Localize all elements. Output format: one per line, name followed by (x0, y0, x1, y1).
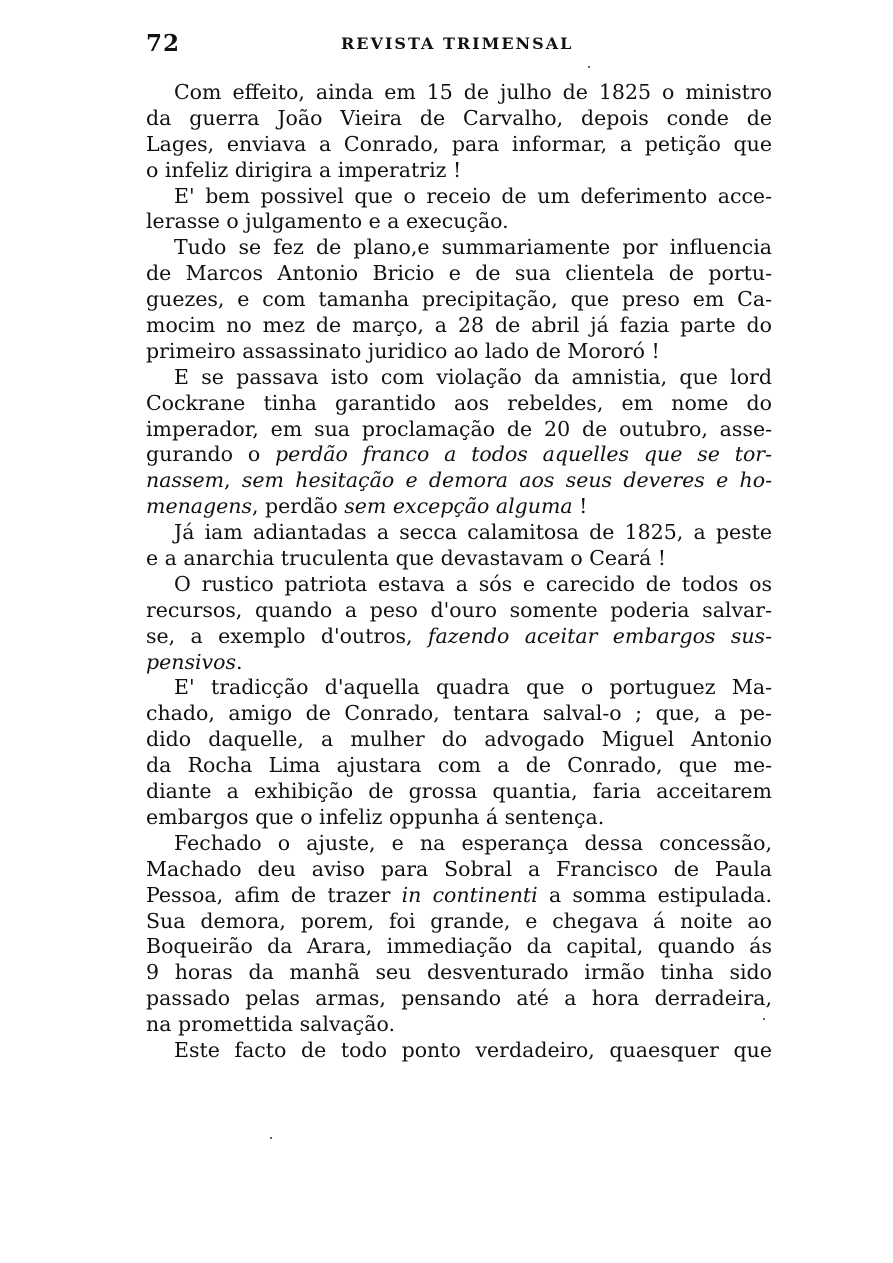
text-segment: chado, amigo de Conrado, tentara salval-o ; que, a pe- (146, 701, 772, 726)
text-segment: diante a exhibição de grossa quantia, faria acceitarem (146, 779, 772, 804)
text-segment: Lages, enviava a Conrado, para informar, a petição que (146, 131, 772, 156)
text-segment: Machado deu aviso para Sobral a Francisco de Paula (146, 856, 772, 881)
text-segment: imperador, em sua proclamação de 20 de outubro, asse- (146, 416, 772, 441)
text-line (146, 520, 772, 546)
text-segment: da guerra João Vieira de Carvalho, depois conde de (146, 105, 772, 130)
text-line (146, 572, 772, 598)
text-segment: gurando o (146, 442, 276, 467)
text-segment: guezes, e com tamanha precipitação, que preso em Ca- (146, 287, 772, 312)
text-line (146, 365, 772, 391)
text-line (146, 546, 772, 572)
text-line (146, 883, 772, 909)
text-line (146, 468, 772, 494)
text-line (146, 391, 772, 417)
text-line (146, 650, 772, 676)
running-title: REVISTA TRIMENSAL (341, 34, 574, 53)
text-line (146, 831, 772, 857)
text-segment: , (224, 468, 242, 493)
text-segment: Boqueirão da Arara, immediação da capital, quando ás (146, 934, 772, 959)
text-line (146, 313, 772, 339)
text-segment: Tudo se fez de plano,e summariamente por influencia (174, 235, 772, 260)
text-line (146, 184, 772, 210)
italic-text-segment: sem excepção alguma (344, 494, 573, 519)
text-segment: e a anarchia truculenta que devastavam o Ceará ! (146, 546, 667, 571)
text-segment: Com effeito, ainda em 15 de julho de 1825 o ministro (174, 80, 772, 104)
text-line (146, 339, 772, 365)
italic-text-segment: fazendo aceitar embargos sus- (427, 623, 772, 648)
text-segment: a somma estipulada. (537, 882, 772, 907)
text-segment: lerasse o julgamento e a execução. (146, 209, 509, 234)
text-line (146, 132, 772, 158)
text-segment: E se passava isto com violação da amnistia, que lord (174, 364, 772, 389)
text-line (146, 1038, 772, 1064)
text-segment: passado pelas armas, pensando até a hora derradeira, (146, 986, 772, 1011)
text-line (146, 442, 772, 468)
italic-text-segment: menagens (146, 494, 252, 519)
text-line (146, 624, 772, 650)
print-speck (763, 1018, 765, 1020)
text-line (146, 909, 772, 935)
page-header (146, 30, 771, 60)
text-line (146, 598, 772, 624)
text-segment: primeiro assassinato juridico ao lado de Mororó ! (146, 338, 660, 363)
italic-text-segment: nassem (146, 468, 225, 493)
italic-text-segment: sem hesitação e demora aos seus deveres e ho- (241, 468, 772, 493)
text-segment: ! (572, 494, 588, 519)
text-segment: 9 horas da manhã seu desventurado irmão tinha sido (146, 960, 772, 985)
page-number: 72 (146, 30, 181, 57)
text-segment: mocim no mez de março, a 28 de abril já fazia parte do (146, 313, 772, 338)
print-speck (588, 66, 590, 68)
text-segment: , perdão (251, 494, 345, 519)
text-segment: Pessoa, afim de trazer (146, 882, 402, 907)
text-segment: na promettida salvação. (146, 1012, 395, 1037)
text-segment: E' tradicção d'aquella quadra que o portuguez Ma- (174, 675, 772, 700)
text-line (146, 857, 772, 883)
text-line (146, 235, 772, 261)
text-line (146, 494, 772, 520)
text-segment: dido daquelle, a mulher do advogado Miguel Antonio (146, 727, 772, 752)
italic-text-segment: perdão franco a todos aquelles que se tor- (275, 442, 772, 467)
text-segment: se, a exemplo d'outros, (146, 623, 428, 648)
text-segment: Sua demora, porem, foi grande, e chegava á noite ao (146, 908, 772, 933)
text-segment: embargos que o infeliz oppunha á sentença. (146, 804, 605, 829)
text-segment: Cockrane tinha garantido aos rebeldes, em nome do (146, 390, 772, 415)
text-line (146, 986, 772, 1012)
text-line (146, 805, 772, 831)
text-segment: E' bem possivel que o receio de um deferimento acce- (174, 183, 772, 208)
text-segment: da Rocha Lima ajustara com a de Conrado, que me- (146, 753, 772, 778)
text-line (146, 701, 772, 727)
text-line (146, 158, 772, 184)
text-segment: recursos, quando a peso d'ouro somente poderia salvar- (146, 597, 772, 622)
print-speck (270, 1137, 272, 1139)
text-line (146, 675, 772, 701)
text-segment: O rustico patriota estava a sós e carecido de todos os (174, 571, 772, 596)
text-line (146, 80, 772, 106)
italic-text-segment: pensivos (146, 649, 236, 674)
text-segment: o infeliz dirigira a imperatriz ! (146, 157, 462, 182)
text-line (146, 287, 772, 313)
text-line (146, 417, 772, 443)
text-segment: de Marcos Antonio Bricio e de sua clientela de portu- (146, 261, 772, 286)
text-line (146, 106, 772, 132)
text-line (146, 934, 772, 960)
text-segment: Este facto de todo ponto verdadeiro, quaesquer que (174, 1037, 772, 1062)
text-line (146, 261, 772, 287)
text-line (146, 753, 772, 779)
text-line (146, 960, 772, 986)
italic-text-segment: in continenti (401, 882, 538, 907)
text-line (146, 209, 772, 235)
body-text (146, 80, 772, 1064)
text-segment: Já iam adiantadas a secca calamitosa de 1825, a peste (174, 520, 772, 545)
text-segment: . (235, 649, 243, 674)
text-segment: Fechado o ajuste, e na esperança dessa concessão, (174, 830, 772, 855)
text-line (146, 1012, 772, 1038)
text-line (146, 727, 772, 753)
text-line (146, 779, 772, 805)
